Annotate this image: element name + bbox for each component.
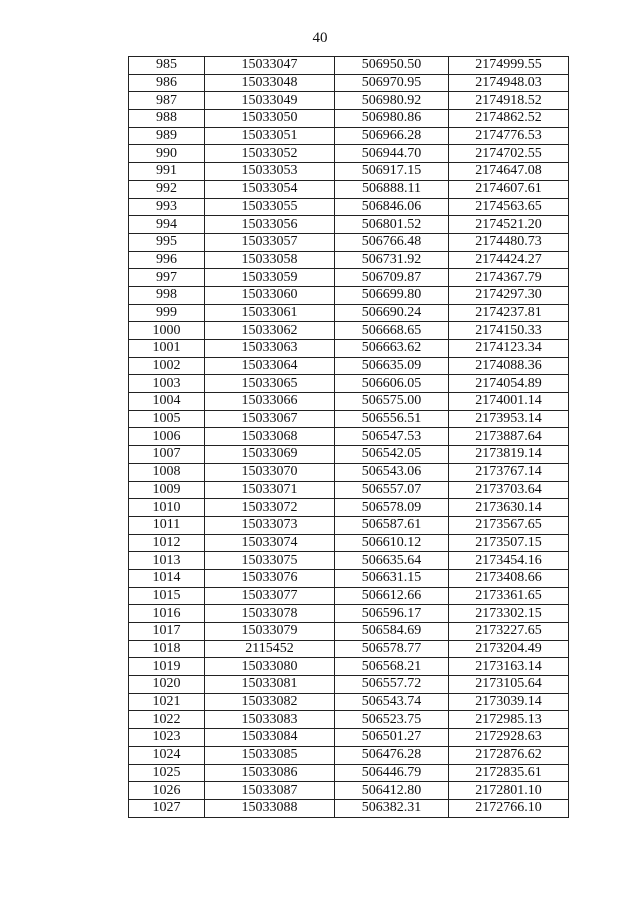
point-id-cell: 15033072 bbox=[205, 499, 335, 517]
x-coordinate-cell: 506690.24 bbox=[335, 304, 449, 322]
x-coordinate-cell: 506412.80 bbox=[335, 782, 449, 800]
table-row bbox=[129, 782, 569, 800]
y-coordinate-cell: 2173630.14 bbox=[449, 499, 569, 517]
table-row bbox=[129, 746, 569, 764]
coordinates-table-body bbox=[129, 57, 569, 818]
table-row bbox=[129, 605, 569, 623]
y-coordinate-cell: 2173507.15 bbox=[449, 534, 569, 552]
point-id-cell: 15033071 bbox=[205, 481, 335, 499]
y-coordinate-cell: 2173302.15 bbox=[449, 605, 569, 623]
x-coordinate-cell: 506801.52 bbox=[335, 216, 449, 234]
point-number-cell: 1013 bbox=[129, 552, 205, 570]
point-number-cell: 1007 bbox=[129, 446, 205, 464]
table-row bbox=[129, 233, 569, 251]
y-coordinate-cell: 2174297.30 bbox=[449, 286, 569, 304]
x-coordinate-cell: 506888.11 bbox=[335, 180, 449, 198]
x-coordinate-cell: 506501.27 bbox=[335, 729, 449, 747]
x-coordinate-cell: 506980.86 bbox=[335, 110, 449, 128]
point-id-cell: 15033049 bbox=[205, 92, 335, 110]
y-coordinate-cell: 2173227.65 bbox=[449, 623, 569, 641]
y-coordinate-cell: 2174862.52 bbox=[449, 110, 569, 128]
point-number-cell: 999 bbox=[129, 304, 205, 322]
x-coordinate-cell: 506568.21 bbox=[335, 658, 449, 676]
table-row bbox=[129, 569, 569, 587]
point-id-cell: 15033054 bbox=[205, 180, 335, 198]
point-number-cell: 1003 bbox=[129, 375, 205, 393]
point-id-cell: 15033068 bbox=[205, 428, 335, 446]
point-id-cell: 15033087 bbox=[205, 782, 335, 800]
point-number-cell: 1008 bbox=[129, 463, 205, 481]
y-coordinate-cell: 2172985.13 bbox=[449, 711, 569, 729]
x-coordinate-cell: 506631.15 bbox=[335, 569, 449, 587]
x-coordinate-cell: 506557.07 bbox=[335, 481, 449, 499]
x-coordinate-cell: 506476.28 bbox=[335, 746, 449, 764]
point-number-cell: 990 bbox=[129, 145, 205, 163]
point-number-cell: 993 bbox=[129, 198, 205, 216]
table-row bbox=[129, 198, 569, 216]
point-id-cell: 15033085 bbox=[205, 746, 335, 764]
x-coordinate-cell: 506596.17 bbox=[335, 605, 449, 623]
table-row bbox=[129, 410, 569, 428]
point-number-cell: 1014 bbox=[129, 569, 205, 587]
point-id-cell: 15033048 bbox=[205, 74, 335, 92]
point-id-cell: 15033067 bbox=[205, 410, 335, 428]
y-coordinate-cell: 2174563.65 bbox=[449, 198, 569, 216]
table-row bbox=[129, 729, 569, 747]
point-number-cell: 1011 bbox=[129, 516, 205, 534]
x-coordinate-cell: 506557.72 bbox=[335, 676, 449, 694]
point-id-cell: 15033066 bbox=[205, 393, 335, 411]
point-number-cell: 985 bbox=[129, 57, 205, 75]
table-row bbox=[129, 57, 569, 75]
table-row bbox=[129, 428, 569, 446]
y-coordinate-cell: 2174480.73 bbox=[449, 233, 569, 251]
point-number-cell: 987 bbox=[129, 92, 205, 110]
x-coordinate-cell: 506612.66 bbox=[335, 587, 449, 605]
y-coordinate-cell: 2173454.16 bbox=[449, 552, 569, 570]
x-coordinate-cell: 506699.80 bbox=[335, 286, 449, 304]
y-coordinate-cell: 2174999.55 bbox=[449, 57, 569, 75]
point-id-cell: 15033059 bbox=[205, 269, 335, 287]
point-id-cell: 15033081 bbox=[205, 676, 335, 694]
y-coordinate-cell: 2172801.10 bbox=[449, 782, 569, 800]
point-number-cell: 1016 bbox=[129, 605, 205, 623]
point-number-cell: 997 bbox=[129, 269, 205, 287]
table-row bbox=[129, 269, 569, 287]
y-coordinate-cell: 2174918.52 bbox=[449, 92, 569, 110]
table-row bbox=[129, 393, 569, 411]
x-coordinate-cell: 506635.64 bbox=[335, 552, 449, 570]
point-id-cell: 15033070 bbox=[205, 463, 335, 481]
page-number: 40 bbox=[312, 30, 328, 46]
x-coordinate-cell: 506578.77 bbox=[335, 640, 449, 658]
point-id-cell: 2115452 bbox=[205, 640, 335, 658]
point-number-cell: 1005 bbox=[129, 410, 205, 428]
table-row bbox=[129, 534, 569, 552]
y-coordinate-cell: 2174237.81 bbox=[449, 304, 569, 322]
point-number-cell: 1012 bbox=[129, 534, 205, 552]
point-number-cell: 1021 bbox=[129, 693, 205, 711]
point-id-cell: 15033062 bbox=[205, 322, 335, 340]
x-coordinate-cell: 506966.28 bbox=[335, 127, 449, 145]
point-id-cell: 15033064 bbox=[205, 357, 335, 375]
table-row bbox=[129, 463, 569, 481]
table-row bbox=[129, 552, 569, 570]
x-coordinate-cell: 506635.09 bbox=[335, 357, 449, 375]
point-number-cell: 1010 bbox=[129, 499, 205, 517]
y-coordinate-cell: 2174150.33 bbox=[449, 322, 569, 340]
x-coordinate-cell: 506556.51 bbox=[335, 410, 449, 428]
point-number-cell: 1019 bbox=[129, 658, 205, 676]
point-id-cell: 15033056 bbox=[205, 216, 335, 234]
y-coordinate-cell: 2172876.62 bbox=[449, 746, 569, 764]
y-coordinate-cell: 2173767.14 bbox=[449, 463, 569, 481]
table-row bbox=[129, 74, 569, 92]
point-id-cell: 15033074 bbox=[205, 534, 335, 552]
point-number-cell: 989 bbox=[129, 127, 205, 145]
table-row bbox=[129, 711, 569, 729]
point-id-cell: 15033051 bbox=[205, 127, 335, 145]
y-coordinate-cell: 2173819.14 bbox=[449, 446, 569, 464]
table-row bbox=[129, 375, 569, 393]
x-coordinate-cell: 506731.92 bbox=[335, 251, 449, 269]
x-coordinate-cell: 506587.61 bbox=[335, 516, 449, 534]
y-coordinate-cell: 2173039.14 bbox=[449, 693, 569, 711]
x-coordinate-cell: 506543.74 bbox=[335, 693, 449, 711]
point-id-cell: 15033083 bbox=[205, 711, 335, 729]
point-number-cell: 995 bbox=[129, 233, 205, 251]
y-coordinate-cell: 2174776.53 bbox=[449, 127, 569, 145]
table-row bbox=[129, 163, 569, 181]
table-row bbox=[129, 799, 569, 817]
y-coordinate-cell: 2173567.65 bbox=[449, 516, 569, 534]
point-id-cell: 15033088 bbox=[205, 799, 335, 817]
point-number-cell: 988 bbox=[129, 110, 205, 128]
x-coordinate-cell: 506547.53 bbox=[335, 428, 449, 446]
table-row bbox=[129, 499, 569, 517]
point-id-cell: 15033079 bbox=[205, 623, 335, 641]
point-number-cell: 1022 bbox=[129, 711, 205, 729]
point-number-cell: 1018 bbox=[129, 640, 205, 658]
point-id-cell: 15033065 bbox=[205, 375, 335, 393]
table-row bbox=[129, 623, 569, 641]
table-row bbox=[129, 92, 569, 110]
y-coordinate-cell: 2173163.14 bbox=[449, 658, 569, 676]
table-row bbox=[129, 304, 569, 322]
y-coordinate-cell: 2174367.79 bbox=[449, 269, 569, 287]
point-id-cell: 15033050 bbox=[205, 110, 335, 128]
point-number-cell: 1024 bbox=[129, 746, 205, 764]
point-number-cell: 1004 bbox=[129, 393, 205, 411]
y-coordinate-cell: 2173408.66 bbox=[449, 569, 569, 587]
point-number-cell: 1000 bbox=[129, 322, 205, 340]
point-number-cell: 1006 bbox=[129, 428, 205, 446]
point-id-cell: 15033052 bbox=[205, 145, 335, 163]
point-id-cell: 15033055 bbox=[205, 198, 335, 216]
x-coordinate-cell: 506917.15 bbox=[335, 163, 449, 181]
point-id-cell: 15033060 bbox=[205, 286, 335, 304]
table-row bbox=[129, 216, 569, 234]
y-coordinate-cell: 2174607.61 bbox=[449, 180, 569, 198]
table-row bbox=[129, 110, 569, 128]
table-row bbox=[129, 764, 569, 782]
point-id-cell: 15033080 bbox=[205, 658, 335, 676]
table-row bbox=[129, 251, 569, 269]
x-coordinate-cell: 506709.87 bbox=[335, 269, 449, 287]
y-coordinate-cell: 2173953.14 bbox=[449, 410, 569, 428]
y-coordinate-cell: 2173703.64 bbox=[449, 481, 569, 499]
point-id-cell: 15033086 bbox=[205, 764, 335, 782]
point-number-cell: 991 bbox=[129, 163, 205, 181]
table-row bbox=[129, 357, 569, 375]
point-id-cell: 15033073 bbox=[205, 516, 335, 534]
x-coordinate-cell: 506446.79 bbox=[335, 764, 449, 782]
point-id-cell: 15033069 bbox=[205, 446, 335, 464]
point-id-cell: 15033077 bbox=[205, 587, 335, 605]
point-number-cell: 1025 bbox=[129, 764, 205, 782]
point-id-cell: 15033058 bbox=[205, 251, 335, 269]
y-coordinate-cell: 2174521.20 bbox=[449, 216, 569, 234]
x-coordinate-cell: 506668.65 bbox=[335, 322, 449, 340]
point-number-cell: 1026 bbox=[129, 782, 205, 800]
table-row bbox=[129, 693, 569, 711]
x-coordinate-cell: 506543.06 bbox=[335, 463, 449, 481]
y-coordinate-cell: 2174424.27 bbox=[449, 251, 569, 269]
x-coordinate-cell: 506382.31 bbox=[335, 799, 449, 817]
x-coordinate-cell: 506846.06 bbox=[335, 198, 449, 216]
point-number-cell: 1017 bbox=[129, 623, 205, 641]
x-coordinate-cell: 506766.48 bbox=[335, 233, 449, 251]
x-coordinate-cell: 506606.05 bbox=[335, 375, 449, 393]
y-coordinate-cell: 2173105.64 bbox=[449, 676, 569, 694]
y-coordinate-cell: 2172766.10 bbox=[449, 799, 569, 817]
y-coordinate-cell: 2174088.36 bbox=[449, 357, 569, 375]
x-coordinate-cell: 506663.62 bbox=[335, 340, 449, 358]
point-id-cell: 15033078 bbox=[205, 605, 335, 623]
y-coordinate-cell: 2172928.63 bbox=[449, 729, 569, 747]
point-id-cell: 15033047 bbox=[205, 57, 335, 75]
x-coordinate-cell: 506610.12 bbox=[335, 534, 449, 552]
y-coordinate-cell: 2174702.55 bbox=[449, 145, 569, 163]
table-row bbox=[129, 676, 569, 694]
point-number-cell: 1001 bbox=[129, 340, 205, 358]
point-number-cell: 1002 bbox=[129, 357, 205, 375]
y-coordinate-cell: 2172835.61 bbox=[449, 764, 569, 782]
x-coordinate-cell: 506523.75 bbox=[335, 711, 449, 729]
point-number-cell: 1015 bbox=[129, 587, 205, 605]
table-row bbox=[129, 446, 569, 464]
y-coordinate-cell: 2174948.03 bbox=[449, 74, 569, 92]
point-id-cell: 15033075 bbox=[205, 552, 335, 570]
x-coordinate-cell: 506944.70 bbox=[335, 145, 449, 163]
y-coordinate-cell: 2173887.64 bbox=[449, 428, 569, 446]
x-coordinate-cell: 506542.05 bbox=[335, 446, 449, 464]
point-id-cell: 15033053 bbox=[205, 163, 335, 181]
point-number-cell: 996 bbox=[129, 251, 205, 269]
table-row bbox=[129, 658, 569, 676]
point-number-cell: 1020 bbox=[129, 676, 205, 694]
point-number-cell: 994 bbox=[129, 216, 205, 234]
point-number-cell: 1009 bbox=[129, 481, 205, 499]
point-number-cell: 1023 bbox=[129, 729, 205, 747]
point-number-cell: 998 bbox=[129, 286, 205, 304]
point-id-cell: 15033076 bbox=[205, 569, 335, 587]
x-coordinate-cell: 506950.50 bbox=[335, 57, 449, 75]
point-number-cell: 986 bbox=[129, 74, 205, 92]
table-row bbox=[129, 587, 569, 605]
table-row bbox=[129, 640, 569, 658]
point-id-cell: 15033061 bbox=[205, 304, 335, 322]
y-coordinate-cell: 2173361.65 bbox=[449, 587, 569, 605]
coordinates-table bbox=[128, 56, 569, 818]
x-coordinate-cell: 506980.92 bbox=[335, 92, 449, 110]
table-row bbox=[129, 481, 569, 499]
point-number-cell: 992 bbox=[129, 180, 205, 198]
point-id-cell: 15033084 bbox=[205, 729, 335, 747]
y-coordinate-cell: 2173204.49 bbox=[449, 640, 569, 658]
x-coordinate-cell: 506575.00 bbox=[335, 393, 449, 411]
table-row bbox=[129, 286, 569, 304]
point-number-cell: 1027 bbox=[129, 799, 205, 817]
y-coordinate-cell: 2174647.08 bbox=[449, 163, 569, 181]
table-row bbox=[129, 322, 569, 340]
x-coordinate-cell: 506584.69 bbox=[335, 623, 449, 641]
y-coordinate-cell: 2174001.14 bbox=[449, 393, 569, 411]
table-row bbox=[129, 127, 569, 145]
x-coordinate-cell: 506578.09 bbox=[335, 499, 449, 517]
y-coordinate-cell: 2174123.34 bbox=[449, 340, 569, 358]
table-row bbox=[129, 516, 569, 534]
point-id-cell: 15033057 bbox=[205, 233, 335, 251]
point-id-cell: 15033082 bbox=[205, 693, 335, 711]
table-row bbox=[129, 145, 569, 163]
table-row bbox=[129, 340, 569, 358]
table-row bbox=[129, 180, 569, 198]
y-coordinate-cell: 2174054.89 bbox=[449, 375, 569, 393]
x-coordinate-cell: 506970.95 bbox=[335, 74, 449, 92]
point-id-cell: 15033063 bbox=[205, 340, 335, 358]
